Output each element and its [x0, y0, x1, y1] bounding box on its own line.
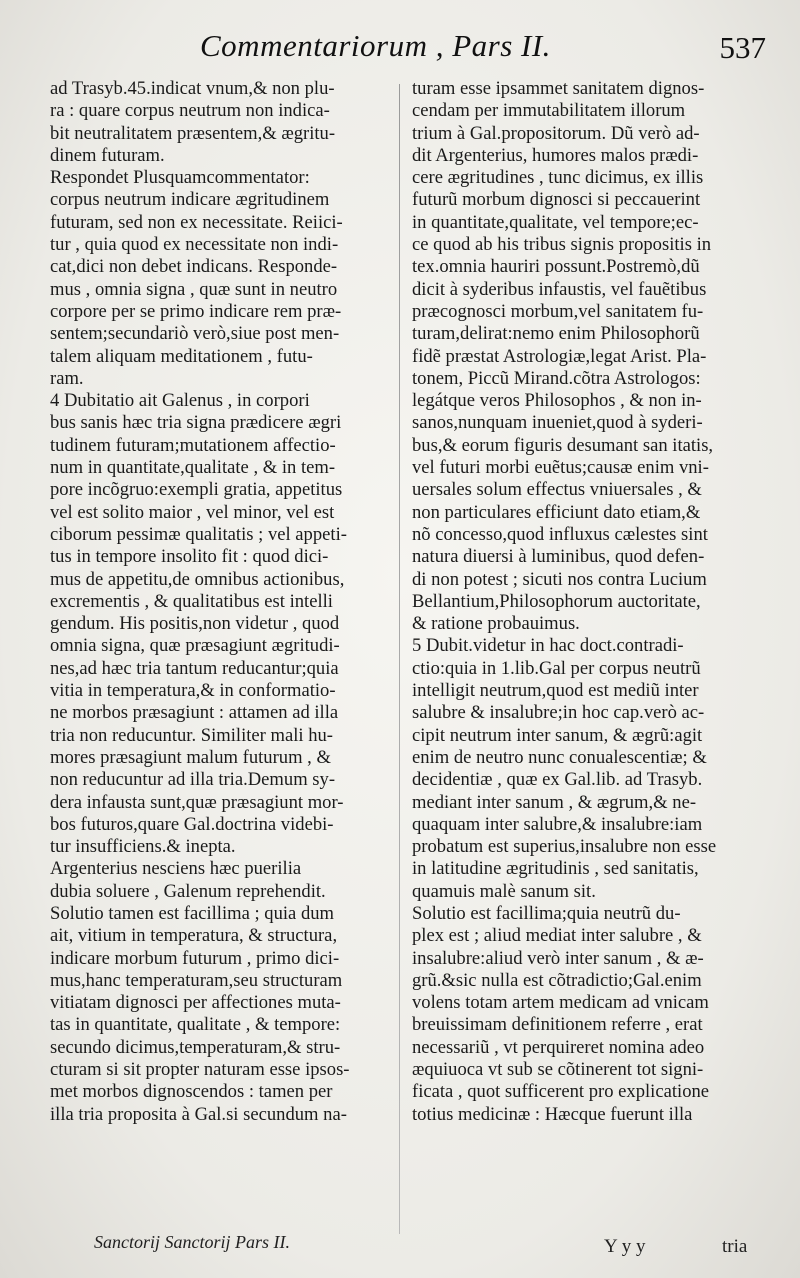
text-line: 5 Dubit.videtur in hac doct.contradi- — [412, 635, 684, 657]
text-line: vel futuri morbi euẽtus;causæ enim vni- — [412, 457, 709, 479]
text-line: cipit neutrum inter sanum, & ægrũ:agit — [412, 724, 703, 746]
text-line: decidentiæ , quæ ex Gal.lib. ad Trasyb. — [412, 769, 703, 791]
text-line: natura diuersi à luminibus, quod defen- — [412, 546, 705, 568]
text-line: legátque veros Philosophos , & non in- — [412, 390, 702, 412]
text-line: uersales solum effectus vniuersales , & — [412, 479, 702, 501]
text-line: mediant inter sanum , & ægrum,& ne- — [412, 791, 697, 813]
text-line: cturam si sit propter naturam esse ipsos- — [50, 1059, 350, 1081]
text-line: ne morbos præsagiunt : attamen ad illa — [50, 702, 339, 724]
text-line: Bellantium,Philosophorum auctoritate, — [412, 590, 701, 612]
text-line: probatum est superius,insalubre non esse — [412, 836, 717, 858]
text-line: dit Argenterius, humores malos prædi- — [412, 144, 699, 166]
text-line: nõ concesso,quod influxus cælestes sint — [412, 523, 708, 545]
page-header — [0, 22, 800, 72]
text-line: pore incõgruo:exempli gratia, appetitus — [50, 479, 343, 501]
text-line: cat,dici non debet indicans. Responde- — [50, 256, 338, 278]
text-line: non reducuntur ad illa tria.Demum sy- — [50, 769, 336, 791]
text-line: Solutio tamen est facillima ; quia dum — [50, 902, 335, 924]
text-line: tonem, Piccũ Mirand.cõtra Astrologos: — [412, 367, 701, 389]
text-line: ce quod ab his tribus signis propositis in — [412, 234, 712, 256]
text-line: nes,ad hæc tria tantum reducantur;quia — [50, 657, 339, 679]
text-line: ad Trasyb.45.indicat vnum,& non plu- — [50, 78, 335, 99]
text-line: tudinem futuram;mutationem affectio- — [50, 434, 336, 456]
text-line: ciborum pessimæ qualitatis ; vel appeti- — [50, 523, 347, 545]
text-line: ait, vitium in temperatura, & structura, — [50, 925, 338, 947]
text-line: intelligit neutrum,quod est mediũ inter — [412, 680, 699, 702]
signature-mark: Y y y — [604, 1236, 646, 1257]
text-line: breuissimam definitionem referre , erat — [412, 1014, 703, 1036]
text-line: indicare morbum futurum , primo dici- — [50, 947, 340, 969]
text-line: trium à Gal.propositorum. Dũ verò ad- — [412, 122, 700, 144]
left-text-column — [50, 78, 388, 1126]
text-line: non particulares efficiunt dato etiam,& — [412, 501, 701, 523]
author-footer: Sanctorij Sanctorij Pars II. — [94, 1232, 290, 1252]
text-line: mores præsagiunt malum futurum , & — [50, 746, 331, 768]
text-line: tex.omnia hauriri possunt.Postremò,dũ — [412, 256, 700, 278]
text-line: mus , omnia signa , quæ sunt in neutro — [50, 278, 338, 300]
text-line: vel est solito maior , vel minor, vel est — [50, 501, 335, 523]
text-line: plex est ; aliud mediat inter salubre , & — [412, 925, 702, 947]
text-line: tus in tempore insolito fit : quod dici- — [50, 546, 329, 568]
text-line: bit neutralitatem præsentem,& ægritu- — [50, 122, 336, 144]
text-line: futurũ morbum dignosci si peccauerint — [412, 189, 701, 211]
text-line: num in quantitate,qualitate , & in tem- — [50, 457, 336, 479]
right-text-column — [412, 78, 764, 1126]
text-line: talem aliquam meditationem , futu- — [50, 345, 313, 367]
text-line: quamuis malè sanum sit. — [412, 880, 596, 902]
text-line: turam,delirat:nemo enim Philosophorũ — [412, 323, 700, 345]
text-line: Argenterius nesciens hæc puerilia — [50, 858, 302, 880]
text-line: met morbos dignoscendos : tamen per — [50, 1081, 333, 1103]
text-line: tria non reducuntur. Similiter mali hu- — [50, 724, 333, 746]
text-line: illa tria proposita à Gal.si secundum na- — [50, 1103, 347, 1125]
text-line: vitiatam dignosci per affectiones muta- — [50, 992, 341, 1014]
page-number: 537 — [719, 30, 766, 65]
text-line: fidẽ præstat Astrologiæ,legat Arist. Pla- — [412, 345, 707, 367]
text-line: 4 Dubitatio ait Galenus , in corpori — [50, 390, 310, 412]
text-line: di non potest ; sicuti nos contra Lucium — [412, 568, 707, 590]
text-line: vitia in temperatura,& in conformatio- — [50, 680, 336, 702]
text-line: dicit à syderibus infaustis, vel fauẽtibus — [412, 278, 707, 300]
catchword: tria — [722, 1236, 748, 1257]
text-line: corpus neutrum indicare ægritudinem — [50, 189, 330, 211]
text-line: præcognosci morbum,vel sanitatem fu- — [412, 300, 704, 322]
text-line: corpore per se primo indicare rem præ- — [50, 300, 342, 322]
text-line: necessariũ , vt perquireret nomina adeo — [412, 1036, 705, 1058]
text-line: turam esse ipsammet sanitatem dignos- — [412, 78, 705, 99]
text-line: tur insufficiens.& inepta. — [50, 836, 236, 858]
text-line: totius medicinæ : Hæcque fuerunt illa — [412, 1103, 693, 1125]
text-line: cendam per immutabilitatem illorum — [412, 100, 686, 122]
text-line: in latitudine ægritudinis , sed sanitatis, — [412, 858, 699, 880]
text-line: omnia signa, quæ præsagiunt ægritudi- — [50, 635, 340, 657]
text-line: futuram, sed non ex necessitate. Reiici- — [50, 211, 343, 233]
text-line: ra : quare corpus neutrum non indica- — [50, 100, 330, 122]
text-line: Solutio est facillima;quia neutrũ du- — [412, 902, 681, 924]
text-line: & ratione probauimus. — [412, 613, 580, 635]
text-line: tas in quantitate, qualitate , & tempore: — [50, 1014, 341, 1036]
text-line: sentem;secundariò verò,siue post men- — [50, 323, 340, 345]
running-title: Commentariorum , Pars II. — [200, 28, 551, 63]
text-line: excrementis , & qualitatibus est intelli — [50, 590, 333, 612]
text-line: volens totam artem medicam ad vnicam — [412, 992, 709, 1014]
text-line: ctio:quia in 1.lib.Gal per corpus neutrũ — [412, 657, 701, 679]
text-line: bus sanis hæc tria signa prædicere ægri — [50, 412, 342, 434]
text-line: bus,& eorum figuris desumant san itatis, — [412, 434, 714, 456]
text-line: insalubre:aliud verò inter sanum , & æ- — [412, 947, 704, 969]
text-line: ficata , quot sufficerent pro explicatione — [412, 1081, 710, 1103]
text-line: cere ægritudines , tunc dicimus, ex illis — [412, 167, 704, 189]
text-line: bos futuros,quare Gal.doctrina videbi- — [50, 813, 334, 835]
text-line: enim de neutro nunc conualescentiæ; & — [412, 746, 707, 768]
text-line: sanos,nunquam inueniet,quod à syderi- — [412, 412, 703, 434]
text-line: in quantitate,qualitate, vel tempore;ec- — [412, 211, 699, 233]
text-line: dubia soluere , Galenum reprehendit. — [50, 880, 326, 902]
text-line: grũ.&sic nulla est cõtradictio;Gal.enim — [412, 969, 702, 991]
text-line: tur , quia quod ex necessitate non indi- — [50, 234, 339, 256]
text-line: ram. — [50, 367, 84, 389]
text-line: dera infausta sunt,quæ præsagiunt mor- — [50, 791, 344, 813]
text-line: secundo dicimus,temperaturam,& stru- — [50, 1036, 341, 1058]
text-line: æquiuoca vt sub se cõtinerent tot signi- — [412, 1059, 704, 1081]
text-line: mus de appetitu,de omnibus actionibus, — [50, 568, 345, 590]
text-line: dinem futuram. — [50, 144, 165, 166]
text-line: gendum. His positis,non videtur , quod — [50, 613, 340, 635]
column-divider — [399, 84, 400, 1234]
text-line: quaquam inter salubre,& insalubre:iam — [412, 813, 703, 835]
text-line: mus,hanc temperaturam,seu structuram — [50, 969, 343, 991]
text-line: salubre & insalubre;in hoc cap.verò ac- — [412, 702, 705, 724]
text-line: Respondet Plusquamcommentator: — [50, 167, 310, 189]
